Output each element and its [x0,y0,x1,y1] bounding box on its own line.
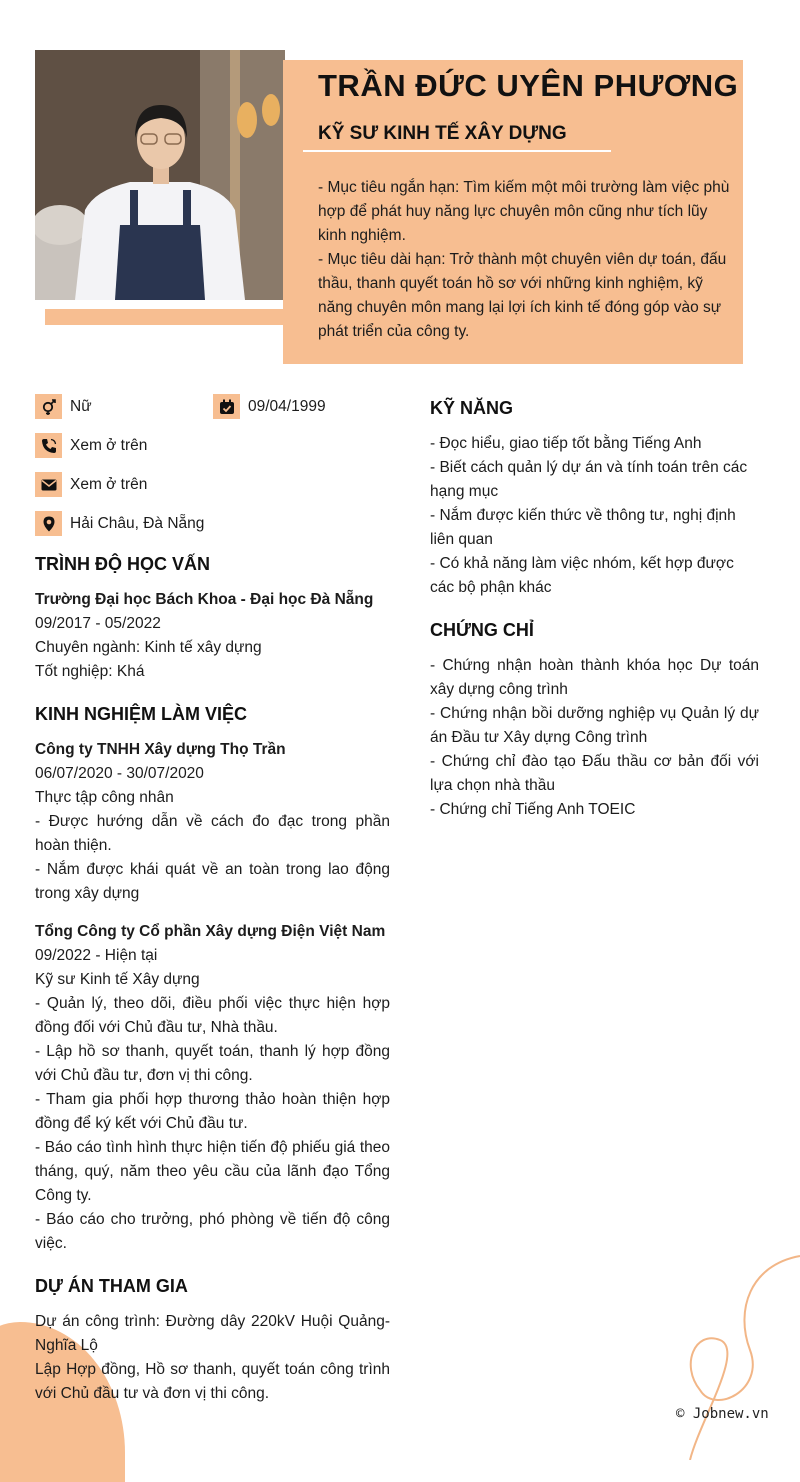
experience-heading: KINH NGHIỆM LÀM VIỆC [35,704,248,724]
contact-phone [35,433,147,458]
experience-role: Thực tập công nhân [35,789,174,806]
education-major: Chuyên ngành: Kinh tế xây dựng [35,639,262,656]
contact-email [35,472,147,497]
address-value: Hải Châu, Đà Nẵng [70,514,205,532]
location-pin-icon [35,511,62,536]
certificate-item: - Chứng chỉ Tiếng Anh TOEIC [430,801,636,818]
objective-short-term: - Mục tiêu ngắn hạn: Tìm kiếm một môi trường làm việc phù hợp để phát huy năng lực chuyên môn cũng như tích lũy kinh nghiệm. [318,179,730,244]
skill-item: - Đọc hiểu, giao tiếp tốt bằng Tiếng Anh [430,435,702,452]
footer-copyright: © Jobnew.vn [676,1406,769,1422]
certificates-heading: CHỨNG CHỈ [430,620,534,640]
right-column [430,396,759,840]
phone-icon [35,433,62,458]
calendar-icon [213,394,240,419]
objective-long-term: - Mục tiêu dài hạn: Trở thành một chuyên viên dự toán, đấu thầu, thanh quyết toán hồ sơ với những kinh nghiệm, kỹ năng chuyên môn mang lại lợi ích kinh tế đóng góp vào sự phát triển của công ty. [318,251,727,340]
skill-item: - Nắm được kiến thức về thông tư, nghị định liên quan [430,507,736,548]
experience-period: 06/07/2020 - 30/07/2020 [35,765,204,782]
experience-detail: - Báo cáo tình hình thực hiện tiến độ phiếu giá theo tháng, quý, năm theo yêu cầu của lãnh đạo Tổng Công ty. [35,1139,390,1204]
experience-detail: - Lập hồ sơ thanh, quyết toán, thanh lý hợp đồng với Chủ đầu tư, đơn vị thi công. [35,1043,390,1084]
left-column [35,552,390,1424]
experience-detail: - Báo cáo cho trưởng, phó phòng về tiến độ công việc. [35,1211,390,1252]
education-period: 09/2017 - 05/2022 [35,615,161,632]
skill-item: - Biết cách quản lý dự án và tính toán trên các hạng mục [430,459,748,500]
profile-photo [35,50,285,300]
birthday-value: 09/04/1999 [248,397,326,415]
projects-section [35,1274,390,1406]
project-line: Dự án công trình: Đường dây 220kV Huội Quảng-Nghĩa Lộ [35,1313,390,1354]
education-school: Trường Đại học Bách Khoa - Đại học Đà Nẵng [35,591,374,608]
experience-item [35,920,390,1256]
envelope-icon [35,472,62,497]
skill-item: - Có khả năng làm việc nhóm, kết hợp được các bộ phận khác [430,555,734,596]
certificates-section [430,618,759,822]
contact-address [35,511,204,536]
experience-detail: - Tham gia phối hợp thương thảo hoàn thiện hợp đồng để ký kết với Chủ đầu tư. [35,1091,390,1132]
photo-accent-bar [45,309,295,325]
candidate-name: TRẦN ĐỨC UYÊN PHƯƠNG [318,68,739,103]
experience-period: 09/2022 - Hiện tại [35,947,158,964]
experience-item [35,738,390,906]
gender-icon [35,394,62,419]
experience-detail: - Quản lý, theo dõi, điều phối việc thực hiện hợp đồng đối với Chủ đầu tư, Nhà thầu. [35,995,390,1036]
certificate-item: - Chứng chỉ đào tạo Đấu thầu cơ bản đối với lựa chọn nhà thầu [430,753,759,794]
projects-heading: DỰ ÁN THAM GIA [35,1276,188,1296]
skills-heading: KỸ NĂNG [430,398,514,418]
experience-company: Tổng Công ty Cổ phần Xây dựng Điện Việt Nam [35,923,386,940]
phone-value: Xem ở trên [70,436,148,454]
job-title: KỸ SƯ KINH TẾ XÂY DỰNG [318,123,567,144]
contact-birthday [213,394,326,419]
email-value: Xem ở trên [70,475,148,493]
education-grade: Tốt nghiệp: Khá [35,663,145,680]
education-heading: TRÌNH ĐỘ HỌC VẤN [35,554,210,574]
experience-company: Công ty TNHH Xây dựng Thọ Trần [35,741,286,758]
project-line: Lập Hợp đồng, Hồ sơ thanh, quyết toán công trình với Chủ đầu tư và đơn vị thi công. [35,1361,390,1402]
certificate-item: - Chứng nhận hoàn thành khóa học Dự toán xây dựng công trình [430,657,759,698]
title-divider [303,150,611,152]
experience-detail: - Được hướng dẫn về cách đo đạc trong phần hoàn thiện. [35,813,390,854]
skills-section [430,396,759,600]
experience-role: Kỹ sư Kinh tế Xây dựng [35,971,200,988]
decorative-curve [600,1240,800,1460]
education-section [35,552,390,684]
contact-gender [35,394,92,419]
career-objective [318,176,734,344]
gender-value: Nữ [70,397,92,415]
certificate-item: - Chứng nhận bồi dưỡng nghiệp vụ Quản lý dự án Đầu tư Xây dựng Công trình [430,705,759,746]
experience-detail: - Nắm được khái quát về an toàn trong lao động trong xây dựng [35,861,390,902]
experience-section [35,702,390,1256]
